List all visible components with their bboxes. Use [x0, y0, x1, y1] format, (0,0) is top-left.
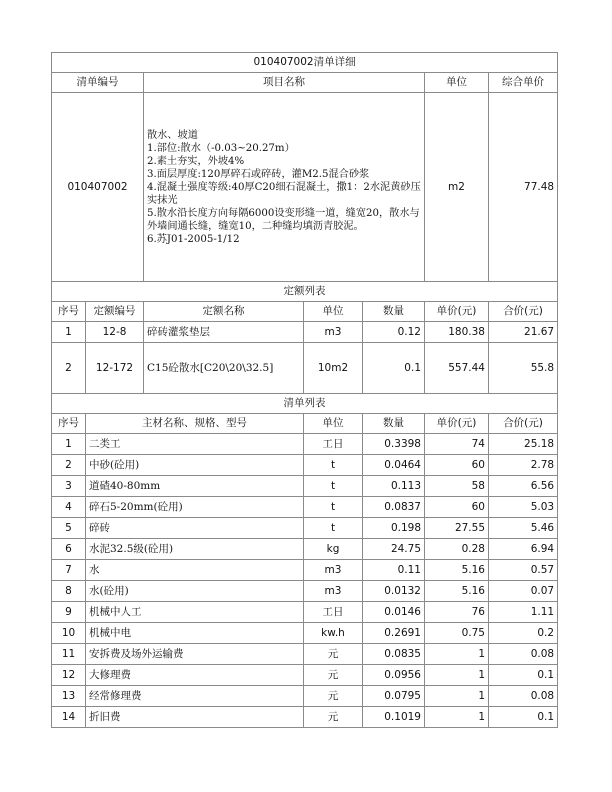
material-unit: 工日 [304, 602, 363, 623]
material-no: 2 [52, 455, 86, 476]
quota-header-total: 合价(元) [489, 302, 558, 322]
material-row [52, 518, 558, 539]
material-total: 2.78 [489, 455, 558, 476]
material-price: 1 [425, 644, 489, 665]
materials-header-name: 主材名称、规格、型号 [86, 414, 304, 434]
name-header: 项目名称 [144, 73, 425, 93]
desc-line: 6.苏J01-2005-1/12 [147, 233, 240, 245]
material-price: 58 [425, 476, 489, 497]
material-unit: t [304, 518, 363, 539]
material-unit: 工日 [304, 434, 363, 455]
material-row [52, 434, 558, 455]
material-qty: 0.0132 [363, 581, 425, 602]
material-price: 0.75 [425, 623, 489, 644]
material-name: 经常修理费 [86, 686, 304, 707]
desc-line: 1.部位:散水（-0.03~20.27m） [147, 142, 295, 154]
material-name: 二类工 [86, 434, 304, 455]
material-row [52, 476, 558, 497]
material-price: 0.28 [425, 539, 489, 560]
material-no: 12 [52, 665, 86, 686]
materials-header-no: 序号 [52, 414, 86, 434]
material-name: 机械中人工 [86, 602, 304, 623]
material-total: 0.08 [489, 686, 558, 707]
item-unit: m2 [425, 93, 489, 282]
quota-no: 2 [52, 343, 86, 394]
quota-row [52, 343, 558, 394]
material-no: 6 [52, 539, 86, 560]
item-code: 010407002 [52, 93, 144, 282]
desc-line: 5.散水沿长度方向每隔6000设变形缝一道，缝宽20，散水与外墙间通长缝，缝宽10，二种缝均填沥青胶泥。 [147, 207, 420, 232]
material-name: 折旧费 [86, 707, 304, 728]
material-row [52, 455, 558, 476]
material-no: 8 [52, 581, 86, 602]
item-description [144, 93, 425, 282]
material-price: 5.16 [425, 560, 489, 581]
material-name: 碎石5-20mm(砼用) [86, 497, 304, 518]
material-price: 60 [425, 455, 489, 476]
material-no: 7 [52, 560, 86, 581]
quota-header-qty: 数量 [363, 302, 425, 322]
material-no: 4 [52, 497, 86, 518]
material-unit: 元 [304, 644, 363, 665]
material-name: 水泥32.5级(砼用) [86, 539, 304, 560]
material-unit: 元 [304, 686, 363, 707]
material-total: 5.03 [489, 497, 558, 518]
table-title: 010407002清单详细 [52, 53, 558, 73]
code-header: 清单编号 [52, 73, 144, 93]
material-unit: m3 [304, 581, 363, 602]
materials-header-price: 单价(元) [425, 414, 489, 434]
material-price: 60 [425, 497, 489, 518]
material-name: 中砂(砼用) [86, 455, 304, 476]
quota-no: 1 [52, 322, 86, 343]
unit-header: 单位 [425, 73, 489, 93]
material-no: 1 [52, 434, 86, 455]
material-price: 1 [425, 665, 489, 686]
quota-code: 12-172 [86, 343, 144, 394]
material-row [52, 623, 558, 644]
material-unit: kw.h [304, 623, 363, 644]
material-total: 0.07 [489, 581, 558, 602]
quota-header-no: 序号 [52, 302, 86, 322]
material-total: 6.94 [489, 539, 558, 560]
material-no: 14 [52, 707, 86, 728]
material-name: 大修理费 [86, 665, 304, 686]
material-qty: 0.1019 [363, 707, 425, 728]
material-row [52, 539, 558, 560]
materials-section-title: 清单列表 [52, 394, 558, 414]
material-name: 水 [86, 560, 304, 581]
quota-price: 557.44 [425, 343, 489, 394]
material-name: 水(砼用) [86, 581, 304, 602]
quota-qty: 0.12 [363, 322, 425, 343]
material-unit: 元 [304, 665, 363, 686]
desc-line: 3.面层厚度:120厚碎石或碎砖，灌M2.5混合砂浆 [147, 168, 370, 180]
material-name: 安拆费及场外运输费 [86, 644, 304, 665]
material-total: 1.11 [489, 602, 558, 623]
material-row [52, 602, 558, 623]
quota-code: 12-8 [86, 322, 144, 343]
material-no: 9 [52, 602, 86, 623]
material-name: 道碴40-80mm [86, 476, 304, 497]
material-no: 10 [52, 623, 86, 644]
material-price: 5.16 [425, 581, 489, 602]
material-total: 25.18 [489, 434, 558, 455]
material-unit: 元 [304, 707, 363, 728]
material-qty: 0.2691 [363, 623, 425, 644]
material-qty: 0.0837 [363, 497, 425, 518]
material-total: 5.46 [489, 518, 558, 539]
material-total: 0.08 [489, 644, 558, 665]
material-unit: t [304, 497, 363, 518]
material-qty: 0.0795 [363, 686, 425, 707]
material-qty: 24.75 [363, 539, 425, 560]
materials-header-total: 合价(元) [489, 414, 558, 434]
material-row [52, 644, 558, 665]
material-price: 1 [425, 686, 489, 707]
quota-header-code: 定额编号 [86, 302, 144, 322]
material-row [52, 665, 558, 686]
quota-header-name: 定额名称 [144, 302, 304, 322]
material-qty: 0.3398 [363, 434, 425, 455]
material-price: 27.55 [425, 518, 489, 539]
quota-header-price: 单价(元) [425, 302, 489, 322]
material-total: 0.1 [489, 707, 558, 728]
material-qty: 0.113 [363, 476, 425, 497]
material-unit: m3 [304, 560, 363, 581]
quota-qty: 0.1 [363, 343, 425, 394]
material-row [52, 560, 558, 581]
quota-unit: m3 [304, 322, 363, 343]
material-qty: 0.11 [363, 560, 425, 581]
material-name: 碎砖 [86, 518, 304, 539]
material-row [52, 707, 558, 728]
quota-unit: 10m2 [304, 343, 363, 394]
material-total: 0.2 [489, 623, 558, 644]
material-total: 6.56 [489, 476, 558, 497]
quota-row [52, 322, 558, 343]
material-name: 机械中电 [86, 623, 304, 644]
quota-name: 碎砖灌浆垫层 [144, 322, 304, 343]
material-qty: 0.0835 [363, 644, 425, 665]
quota-price: 180.38 [425, 322, 489, 343]
materials-header-qty: 数量 [363, 414, 425, 434]
material-no: 11 [52, 644, 86, 665]
desc-line: 4.混凝土强度等级:40厚C20细石混凝土，撒1：2水泥黄砂压实抹光 [147, 181, 421, 206]
quota-name: C15砼散水[C20\20\32.5] [144, 343, 304, 394]
material-row [52, 686, 558, 707]
price-header: 综合单价 [489, 73, 558, 93]
quota-total: 21.67 [489, 322, 558, 343]
material-unit: kg [304, 539, 363, 560]
material-qty: 0.0464 [363, 455, 425, 476]
material-total: 0.57 [489, 560, 558, 581]
item-price: 77.48 [489, 93, 558, 282]
material-total: 0.1 [489, 665, 558, 686]
material-no: 13 [52, 686, 86, 707]
desc-line: 散水、坡道 [147, 129, 198, 141]
material-unit: t [304, 455, 363, 476]
material-price: 74 [425, 434, 489, 455]
desc-line: 2.素土夯实，外坡4% [147, 155, 245, 167]
material-unit: t [304, 476, 363, 497]
materials-header-unit: 单位 [304, 414, 363, 434]
quota-header-unit: 单位 [304, 302, 363, 322]
bill-detail-table [51, 52, 558, 728]
material-no: 3 [52, 476, 86, 497]
quota-total: 55.8 [489, 343, 558, 394]
material-price: 76 [425, 602, 489, 623]
material-qty: 0.0956 [363, 665, 425, 686]
material-no: 5 [52, 518, 86, 539]
material-row [52, 581, 558, 602]
material-price: 1 [425, 707, 489, 728]
quota-section-title: 定额列表 [52, 282, 558, 302]
material-row [52, 497, 558, 518]
material-qty: 0.0146 [363, 602, 425, 623]
material-qty: 0.198 [363, 518, 425, 539]
